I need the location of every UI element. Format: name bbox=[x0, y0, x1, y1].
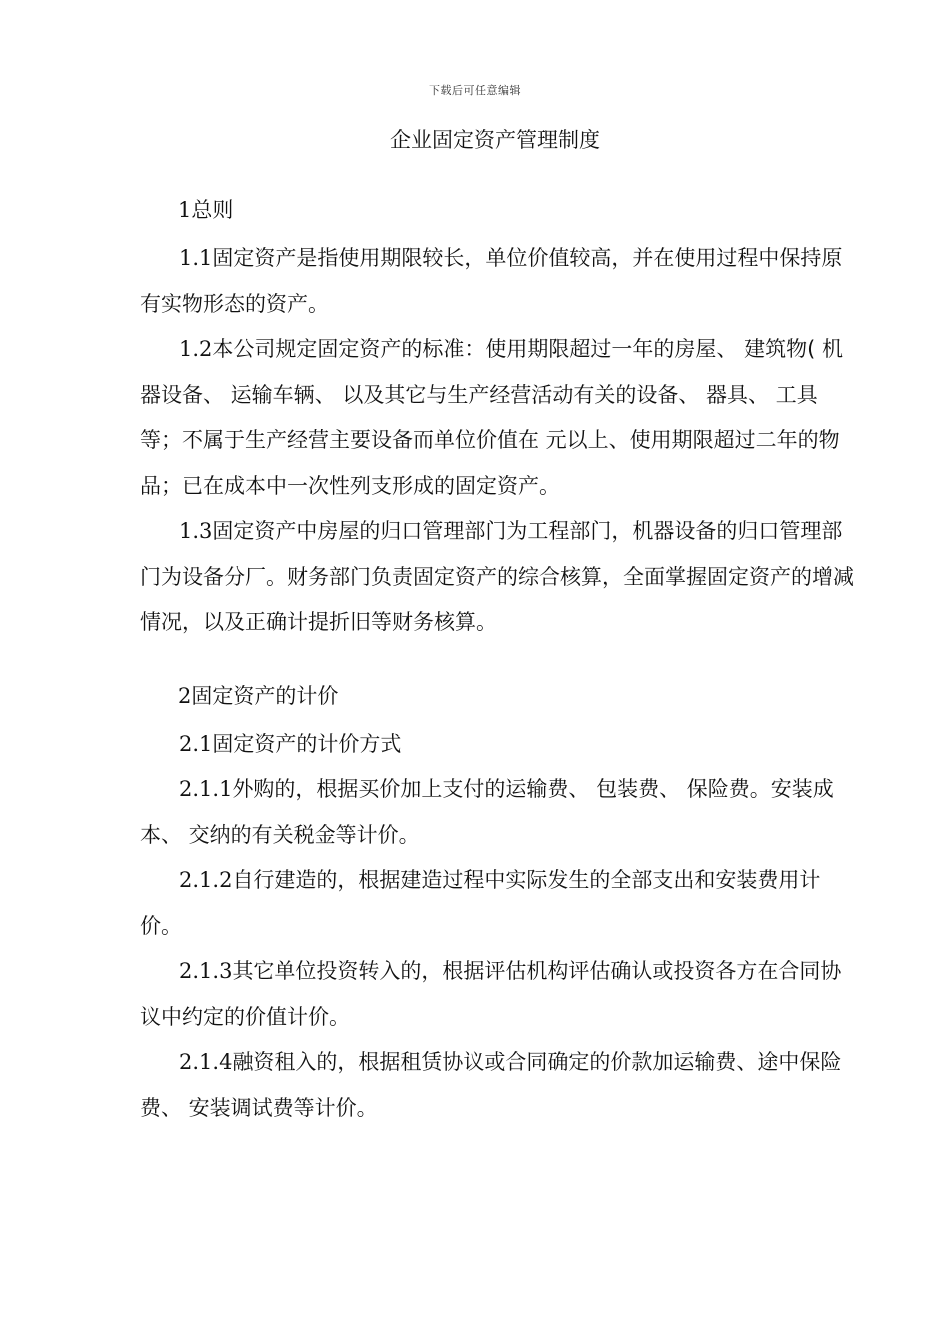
clause-1-2 bbox=[140, 327, 856, 509]
clause-2-1-4 bbox=[140, 1040, 856, 1131]
section-heading-2 bbox=[178, 676, 856, 722]
clause-2-1-1 bbox=[140, 767, 856, 858]
clause-text: 外购的，根据买价加上支付的运输费、 包装费、 保险费。安装成本、 交纳的有关税金等计价。 bbox=[140, 777, 834, 847]
clause-number: 1.1 bbox=[179, 246, 213, 270]
clause-2-1-2 bbox=[140, 858, 856, 949]
clause-1-1 bbox=[140, 236, 856, 327]
section-heading-1 bbox=[178, 190, 856, 236]
header-note: 下载后可任意编辑 bbox=[429, 84, 521, 97]
clause-number: 1.3 bbox=[179, 519, 213, 543]
clause-text: 本公司规定固定资产的标准：使用期限超过一年的房屋、 建筑物( 机器设备、 运输车辆、 以及其它与生产经营活动有关的设备、 器具、 工具等；不属于生产经营主要设备而单位价值在 元以上、使用期限超过二年的物品；已在成本中一次性列支形成的固定资产。 bbox=[140, 337, 843, 498]
clause-2-1-3 bbox=[140, 949, 856, 1040]
clause-text: 固定资产中房屋的归口管理部门为工程部门，机器设备的归口管理部门为设备分厂。财务部门负责固定资产的综合核算，全面掌握固定资产的增减情况，以及正确计提折旧等财务核算。 bbox=[140, 519, 854, 634]
section-spacer bbox=[140, 646, 856, 676]
document-title: 企业固定资产管理制度 bbox=[390, 128, 600, 152]
clause-text: 固定资产的计价方式 bbox=[212, 731, 402, 756]
section-title: 总则 bbox=[191, 198, 234, 222]
clause-text: 固定资产是指使用期限较长，单位价值较高，并在使用过程中保持原有实物形态的资产。 bbox=[140, 246, 843, 316]
clause-number: 1.2 bbox=[179, 337, 213, 361]
clause-1-3 bbox=[140, 509, 856, 646]
clause-2-1 bbox=[140, 722, 856, 768]
clause-number: 2.1 bbox=[179, 731, 213, 756]
clause-number: 2.1.2 bbox=[179, 868, 233, 892]
clause-number: 2.1.1 bbox=[179, 777, 233, 801]
section-number: 2 bbox=[178, 683, 192, 708]
section-number: 1 bbox=[178, 198, 192, 222]
clause-text: 其它单位投资转入的，根据评估机构评估确认或投资各方在合同协议中约定的价值计价。 bbox=[140, 959, 842, 1029]
clause-text: 自行建造的，根据建造过程中实际发生的全部支出和安装费用计价。 bbox=[140, 868, 821, 938]
document-body bbox=[140, 190, 856, 1131]
clause-number: 2.1.4 bbox=[179, 1050, 233, 1074]
clause-number: 2.1.3 bbox=[179, 959, 233, 983]
section-title: 固定资产的计价 bbox=[191, 683, 339, 708]
clause-text: 融资租入的，根据租赁协议或合同确定的价款加运输费、途中保险费、 安装调试费等计价。 bbox=[140, 1050, 842, 1120]
